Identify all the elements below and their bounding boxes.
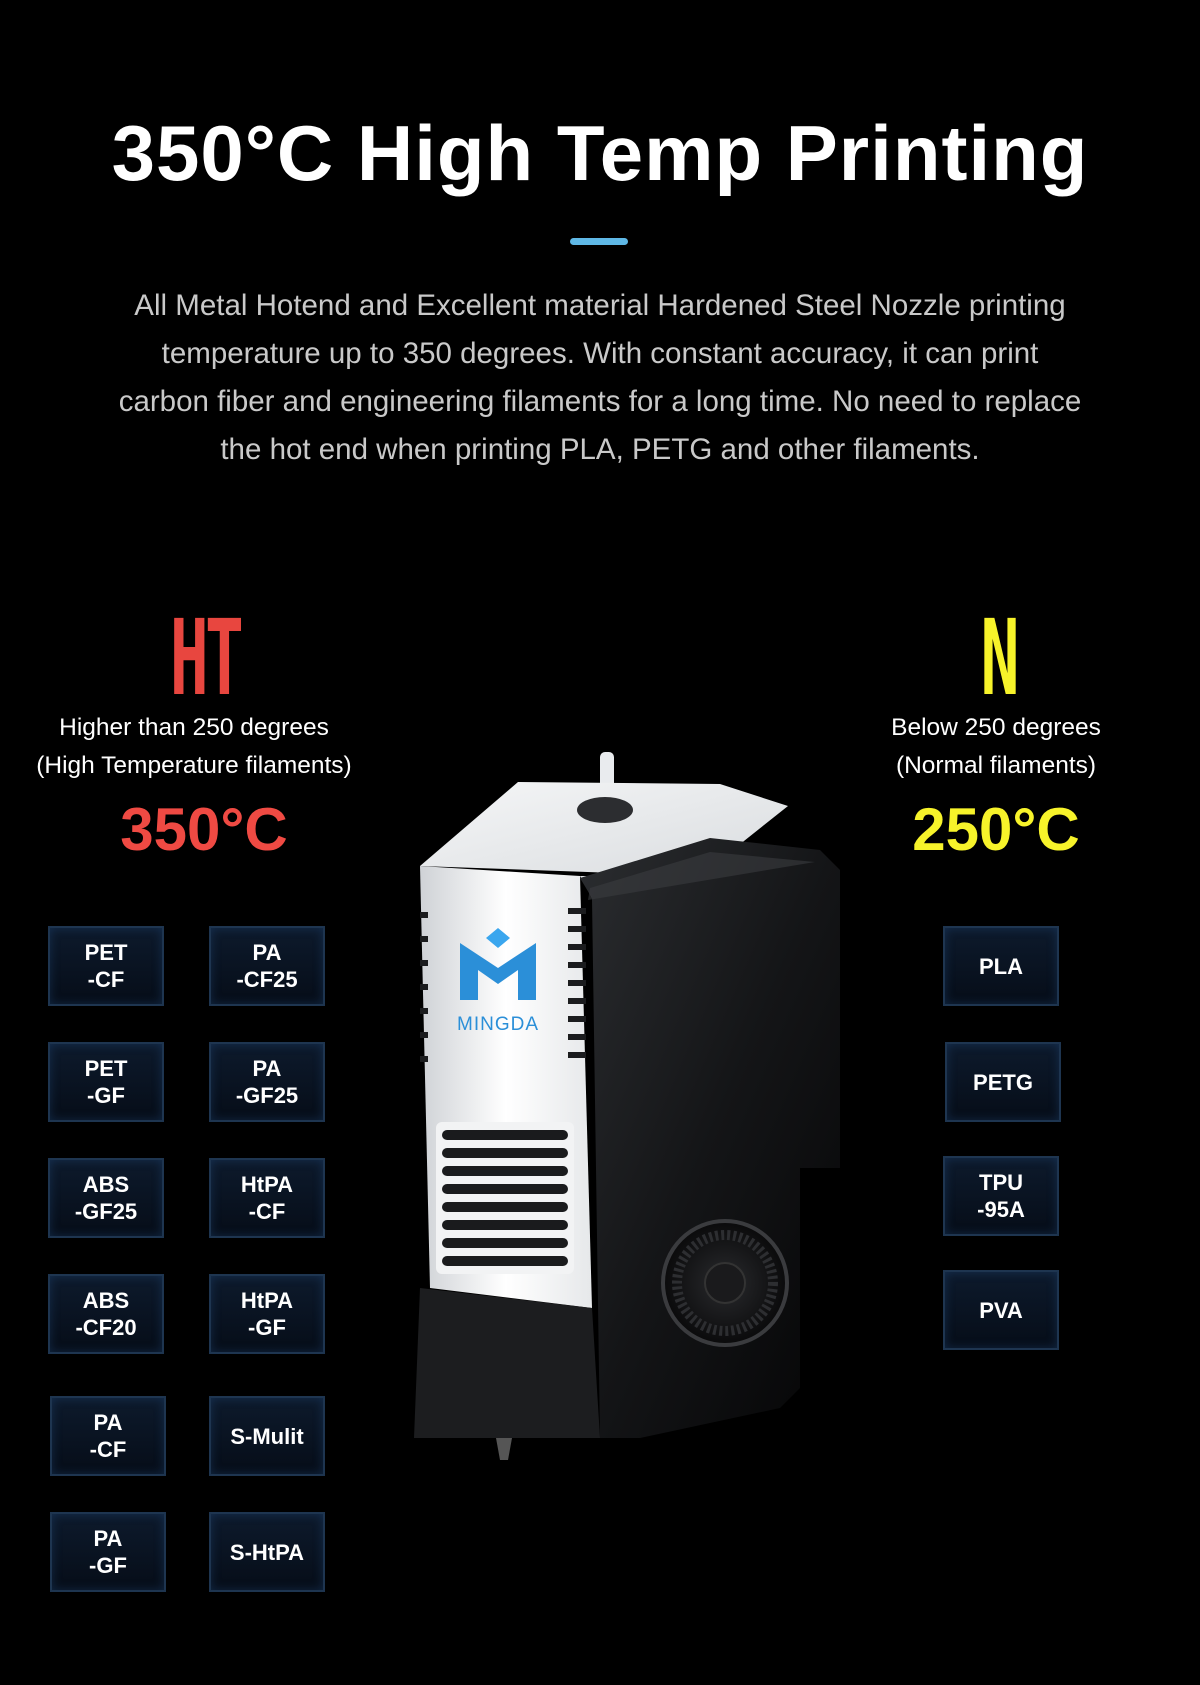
description-line: temperature up to 350 degrees. With constant accuracy, it can print <box>161 337 1039 370</box>
brand-text: MINGDA <box>457 1014 539 1035</box>
filament-chip: HtPA -GF <box>209 1274 325 1354</box>
n-letter-mark: N <box>980 597 1020 719</box>
filament-chip: PA -CF25 <box>209 926 325 1006</box>
filament-chip: PETG <box>945 1042 1061 1122</box>
nozzle-icon <box>496 1438 512 1460</box>
n-temperature: 250°C <box>912 796 1080 863</box>
page-title: 350°C High Temp Printing <box>111 109 1089 197</box>
filament-chip: TPU -95A <box>943 1156 1059 1236</box>
ht-letter-mark: HT <box>169 597 241 719</box>
filament-chip: PA -GF <box>50 1512 166 1592</box>
filament-chip: ABS -GF25 <box>48 1158 164 1238</box>
ht-temperature: 350°C <box>120 796 288 863</box>
filament-chip: PLA <box>943 926 1059 1006</box>
filament-chip: HtPA -CF <box>209 1158 325 1238</box>
ht-caption-line: (High Temperature filaments) <box>36 752 352 779</box>
filament-chip: PA -GF25 <box>209 1042 325 1122</box>
n-caption-line: (Normal filaments) <box>895 752 1097 779</box>
title-accent-bar <box>570 238 628 245</box>
ht-caption <box>4 709 384 785</box>
ht-caption-line: Higher than 250 degrees <box>59 714 329 741</box>
filament-chip: S-HtPA <box>209 1512 325 1592</box>
hotend-illustration <box>400 748 880 1478</box>
description <box>60 282 1140 474</box>
filament-chip: PVA <box>943 1270 1059 1350</box>
filament-chip: S-Mulit <box>209 1396 325 1476</box>
description-line: the hot end when printing PLA, PETG and other filaments. <box>220 433 980 466</box>
filament-chip: PA -CF <box>50 1396 166 1476</box>
filament-chip: PET -CF <box>48 926 164 1006</box>
description-line: All Metal Hotend and Excellent material Hardened Steel Nozzle printing <box>134 289 1066 322</box>
filament-chip: PET -GF <box>48 1042 164 1122</box>
description-line: carbon fiber and engineering filaments for a long time. No need to replace <box>118 385 1082 418</box>
n-caption-line: Below 250 degrees <box>891 714 1101 741</box>
filament-chip: ABS -CF20 <box>48 1274 164 1354</box>
